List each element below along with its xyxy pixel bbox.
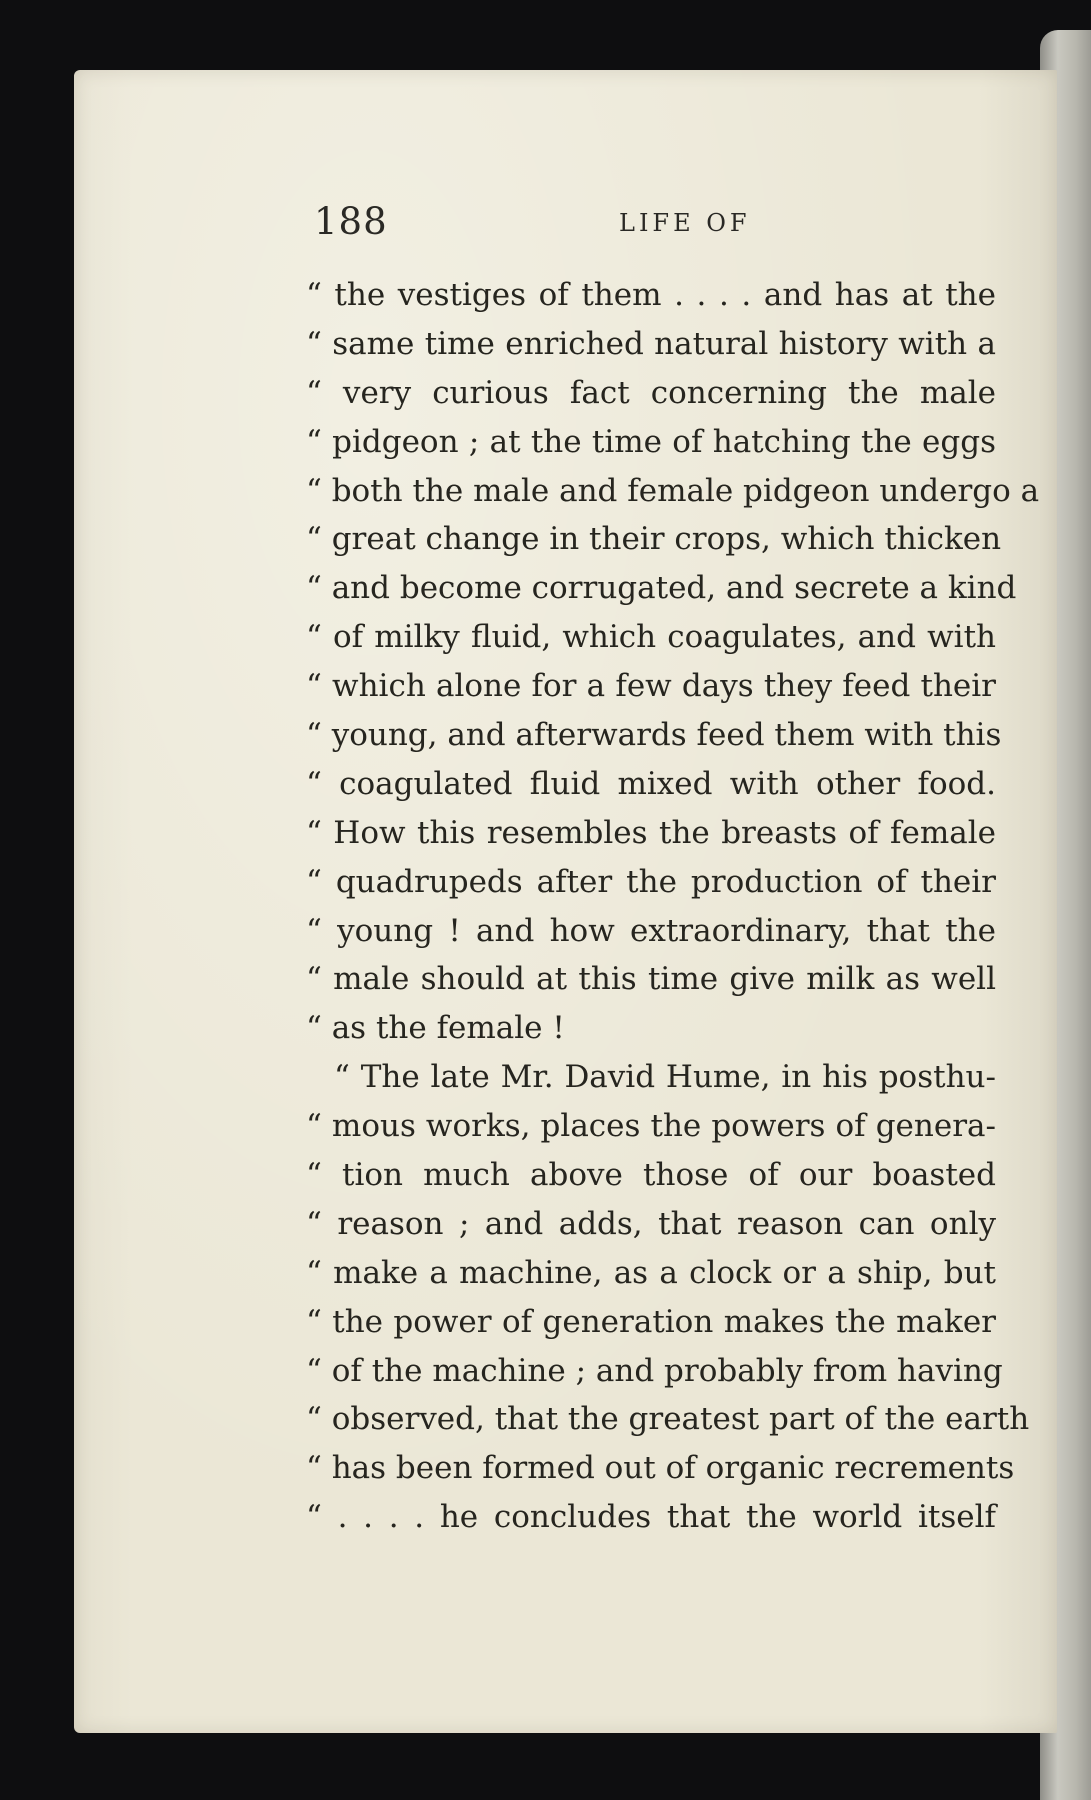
text-line: “ How this resembles the breasts of female bbox=[306, 814, 996, 851]
body-text bbox=[306, 271, 1040, 1542]
text-line: “ great change in their crops, which thicken bbox=[306, 521, 1002, 558]
text-line: “ male should at this time give milk as well bbox=[306, 961, 996, 998]
paragraph-end-line: “ as the female ! bbox=[306, 1010, 565, 1047]
text-line: “ tion much above those of our boasted bbox=[306, 1157, 996, 1194]
book-page bbox=[74, 70, 1057, 1733]
page-number: 188 bbox=[314, 200, 388, 243]
paragraph-start-line: “ The late Mr. David Hume, in his posthu- bbox=[334, 1059, 996, 1096]
text-line: “ the power of generation makes the maker bbox=[306, 1303, 996, 1340]
running-title: LIFE OF bbox=[619, 209, 751, 237]
text-line: “ which alone for a few days they feed their bbox=[306, 668, 996, 705]
text-line: “ and become corrugated, and secrete a kind bbox=[306, 570, 1017, 607]
text-line: “ mous works, places the powers of genera- bbox=[306, 1108, 996, 1145]
text-line: “ same time enriched natural history with a bbox=[306, 325, 996, 362]
running-head bbox=[314, 200, 954, 250]
text-line: “ both the male and female pidgeon undergo a bbox=[306, 472, 1040, 509]
text-line: “ reason ; and adds, that reason can only bbox=[306, 1205, 996, 1242]
text-line: “ . . . . he concludes that the world itself bbox=[306, 1499, 996, 1536]
text-line: “ young, and afterwards feed them with this bbox=[306, 717, 1002, 754]
text-line: “ has been formed out of organic recrements bbox=[306, 1450, 1015, 1487]
text-line: “ of the machine ; and probably from having bbox=[306, 1352, 1003, 1389]
text-line: “ the vestiges of them . . . . and has at the bbox=[306, 277, 996, 313]
text-line: “ of milky fluid, which coagulates, and with bbox=[306, 619, 996, 656]
text-line: “ very curious fact concerning the male bbox=[306, 374, 996, 411]
text-line: “ pidgeon ; at the time of hatching the eggs bbox=[306, 423, 996, 460]
text-line: “ quadrupeds after the production of their bbox=[306, 863, 996, 900]
text-line: “ make a machine, as a clock or a ship, but bbox=[306, 1254, 996, 1291]
text-line: “ observed, that the greatest part of the earth bbox=[306, 1401, 1030, 1438]
text-line: “ young ! and how extraordinary, that the bbox=[306, 912, 996, 949]
text-line: “ coagulated fluid mixed with other food. bbox=[306, 765, 996, 802]
